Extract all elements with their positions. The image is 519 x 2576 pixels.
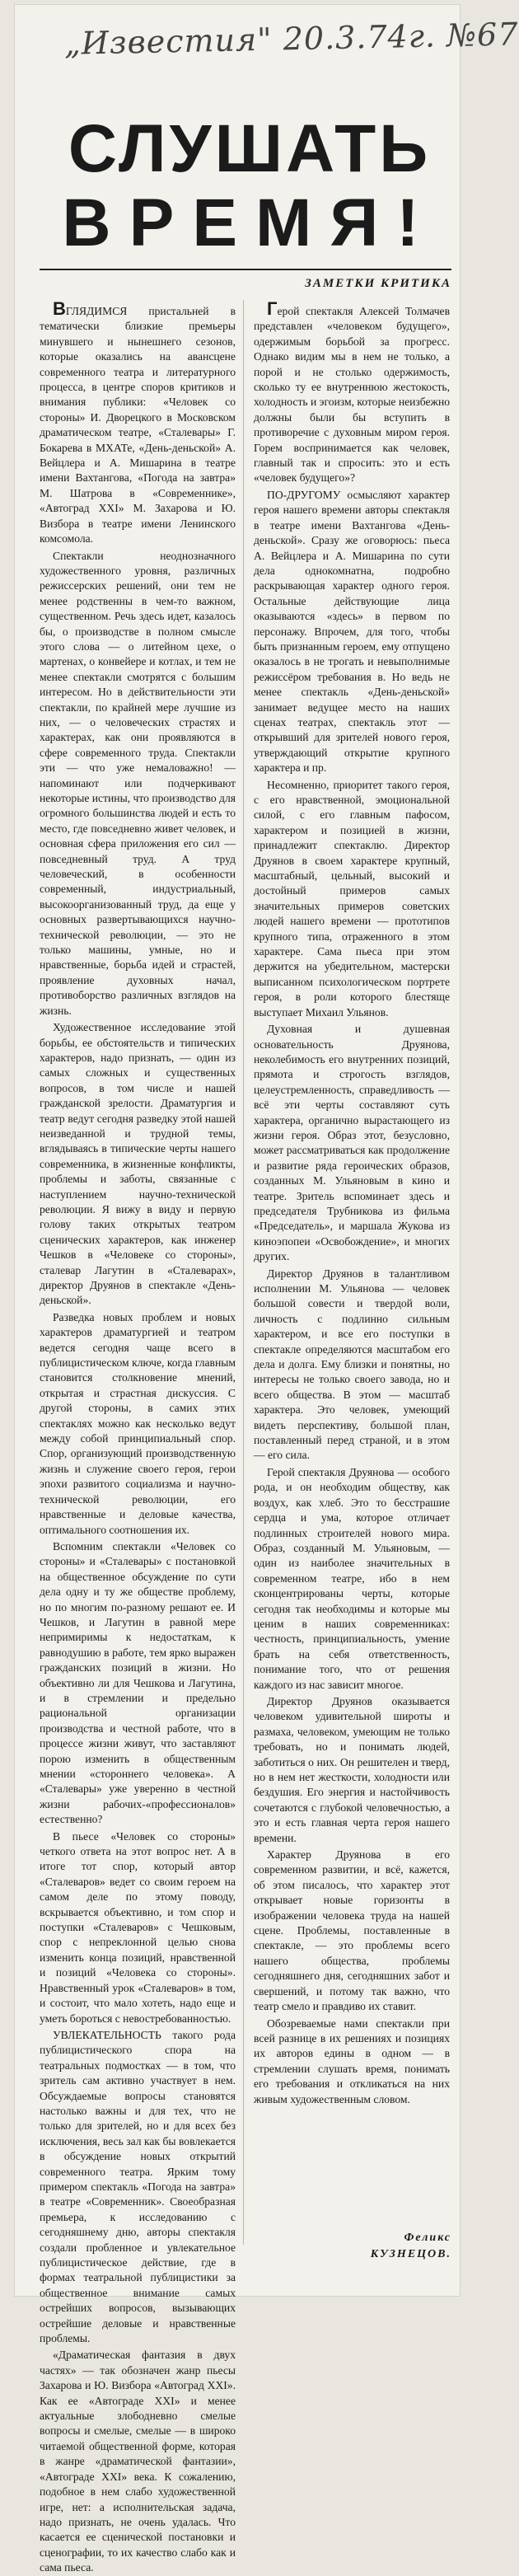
article-paragraph: УВЛЕКАТЕЛЬНОСТЬ такого рода публицистического спора на театральных подмостках — в том, что зритель сам активно участвует в нем. Обсуждаемые вопросы становятся настолько важны и для тех, что не только для зрителей, но и для всех без исключения, весь зал как бы вовлекается в обсуждение новых открытий современного театра. Ярким тому примером спектакль «Погода на завтра» в театре «Современник». Своеобразная премьера, к исследованию с сегодняшнему дню, авторы спектакля создали пробленное и увлекательное публицистическое действие, где в формах театральной публицистики за общественное внимание самых острейших вопросов, вызывающих острейшие деловые и нравственные проблемы. [40,2028,236,2345]
article-paragraph: Художественное исследование этой борьбы, ее обстоятельств и типических характеров, надо признать, — один из самых сложных и существенных вопросов, в том числе и нашей гражданской зрелости. Драматургия и театр ведут сегодня разведку этой нашей неизведанной и трудной темы, вглядываясь в типические черты нашего современника, в жизненные конфликты, проблемы и заботы, связанные с наступлением научно-технической революции. Я вижу в виду и первую голову таких открытых театром сценических характеров, как инженер Чешков в «Человеке со стороны», сталевар Лагутин в «Сталеварах», директор Друянов в спектакле «День-деньской». [40,1021,236,1307]
headline-rule [40,269,451,270]
article-paragraph: Несомненно, приоритет такого героя, с его нравственной, эмоциональной силой, с его главным пафосом, характером и позицией в жизни, принадлежит спектаклю. Директор Друянов в своем характере крупный, масштабный, цельный, высокий и достойный примеров самых значительных примеров советских людей нашего времени — прототипов крупного типа, отраженного в этом характере. Сама пьеса при этом держится на убедительном, мастерски выписанном психологическом портрете героя, в роли которого блестяще выступает Михаил Ульянов. [254,778,450,1019]
article-paragraph: Герой спектакля Друянова — особого рода, и он необходим обществу, как воздух, как хлеб. Это то бесстрашие сердца и ума, которое отличает подлинных строителей нового мира. Образ, созданный М. Ульяновым, — один из наиболее значительных в современном театре, ибо в нем сконцентрированы черты, которые сегодня так необходимы и которые мы ценим в наших современниках: честность, принципиальность, умение брать на себя ответственность, понимание того, что от решения каждого из нас зависит многое. [254,1465,450,1691]
column-divider [243,300,244,2245]
article-paragraph: Обозреваемые нами спектакли при всей разнице в их решениях и позициях их авторов едины в одном — в стремлении слушать время, понимать его требования и откликаться на них живым художественным словом. [254,2016,450,2105]
article-paragraph: Директор Друянов оказывается человеком удивительной широты и размаха, человеком, умеющим не только требовать, но и понимать людей, заботиться о них. Он решителен и тверд, но в нем нет жесткости, холодности или бездушия. Его энергия и настойчивость сочетаются с глубокой человечностью, а это и есть главная черта героя нашего времени. [254,1694,450,1844]
article-paragraph: Вспомним спектакли «Человек со стороны» и «Сталевары» с постановкой на общественное обсуждение по сути дела одну и ту же обществе проблему, но по многим по-разному решают ее. И Чешков, и Лагутин в равной мере непримиримы к недостаткам, к равнодушию в работе, тем ярко выражен гражданских позиций в жизни. Но объективно ли для Чешкова и Лагутина, и в стремлении и предельно рациональной организации производства и честной работе, что в процессе жизни живут, что заставляют порою изменить в общественным мнении «стороннего человека». А «Сталевары» уже уверенно в честной жизни рабочих-«профессионалов» естественно? [40,1539,236,1826]
article-column-right [254,298,451,2222]
article-paragraph: Характер Друянова в его современном развитии, и всё, кажется, об этом писалось, что характер этот открывает новые горизонты в изображении человека труда на нашей сцене. Проблемы, поставленные в спектакле, — это проблемы всего нашего общества, проблемы сегодняшнего дня, сегодняшних забот и свершений, и потому так важно, что театр смело и правдиво их ставит. [254,1848,450,2013]
article-paragraph: ПО-ДРУГОМУ осмысляют характер героя нашего времени авторы спектакля в театре имени Вахтангова «День-деньской». Сразу же оговорюсь: пьеса А. Вейцлера и А. Мишарина по сути дела однокомнатна, подробно раскрывающая характер одного героя. Остальные действующие лица оказываются «здесь» в первом по персонажу. Впрочем, для того, чтобы быть признанным героем, ему отпущено оказалось в не трогать и невыполнимые режиссёром требования в. Но ведь не менее спектакль «День-деньской» занимает ведущее место на наших сценах театрах, спектакль этот — открывший для зрителей нового героя, утверждающий открытие крупного характера и пр. [254,488,450,775]
article-paragraph: Герой спектакля Алексей Толмачев представлен «человеком будущего», одержимым борьбой за прогресс. Однако видим мы в нем не только, а порой и не столько одержимость, сколько ту ее внутреннюю жестокость, холодность и эгоизм, которые неизбежно должны были бы вступить в противоречие с духовным миром героя. Горем воспринимается как человек, главный так и спросить: это и есть «человек будущего»? [254,298,451,485]
headline-line-1: СЛУШАТЬ [68,111,432,186]
article-column-left [40,298,236,2574]
article-paragraph: Духовная и душевная основательность Друянова, неколебимость его внутренних позиций, прямота и строгость взглядов, целеустремленность, справедливость — всё эти черты составляют суть характера, органично вырастающего из жизни героя. Образ этот, безусловно, может рассматриваться как продолжение и развитие ряда героических образов, созданных М. Ульяновым в кино и театре. Зритель вспоминает здесь и председателя Трубникова из фильма «Председатель», и маршала Жукова из киноэпопеи «Освобождение», и многих других. [254,1023,450,1263]
article-paragraph: Директор Друянов в талантливом исполнении М. Ульянова — человек большой совести и твердой воли, личность с подлинно сильным характером, и все его поступки в спектакле определяются масштабом его дела и долга. Ему близки и понятны, но интересы не только своего завода, но и всего общества. В этом — масштаб характера. Это человек, умеющий видеть перспективу, большой план, поставленный перед страной, и в этом — его сила. [254,1267,450,1462]
article-paragraph: В пьесе «Человек со стороны» четкого ответа на этот вопрос нет. А в итоге тот спор, который автор «Сталеваров» ведет со своим героем на самом деле по этому поводу, вскрывается объективно, и том спор и поступки «Сталеваров» с Чешковым, спор с непреклонной целью снова изменить конца позиций, нравственной и позиций «Человека со стороны». Нравственный урок «Сталеваров» в том, и состоит, что мало хотеть, надо еще и уметь бороться с невостребованностью. [40,1829,236,2025]
article-paragraph: «Драматическая фантазия в двух частях» — так обозначен жанр пьесы Захарова и Ю. Визбора «Автоград XXI». Как ее «Автограде XXI» и менее актуальные злободневно смелые вопросы и смелые, смелые — в широко читаемой общественной форме, которая в жанре «драматической фантазии», «Автограде XXI» века. К сожалению, подобное в нем слабо художественной игре, нет: а исполнительская задача, надо признать, не очень удалась. Что касается ее сценической постановки и сценографии, то их качество слабо как и сама пьеса. [40,2349,236,2574]
article-paragraph: ВГЛЯДИМСЯ пристальней в тематически близкие премьеры минувшего и нынешнего сезонов, которые оказались на авансцене современного театра и литературного процесса, в центре споров критиков и внимания публики: «Человек со стороны» И. Дворецкого в Московском драматическом театре, «Сталевары» Г. Бокарева в МХАТе, «День-деньской» А. Вейцлера и А. Мишарина в театре имени Вахтангова, «Погода на завтра» М. Шатрова в «Современнике», «Автоград XXI» М. Захарова и Ю. Визбора в театре имени Ленинского комсомола. [40,298,236,546]
author-signature: Феликс КУЗНЕЦОВ. [370,2232,451,2260]
article-paragraph: Спектакли неоднозначного художественного уровня, различных режиссерских решений, они тем не менее родственны в чем-то важном, существенном. Речь здесь идет, казалось бы, о производстве в полном смысле этого слова — о литейном цехе, о мартенах, о конвейере и котлах, и тем не менее спектакли смотрятся с большим интересом. Но в действительности эти спектакли, по крайней мере лучшие из них, — о человеческих страстях и характерах, как они проявляются в сфере современного труда. Спектакли эти — что уже немаловажно! — напоминают или подчеркивают некоторые истины, что производство для огромного большинства людей и есть то место, где повседневно живет человек, и основная сфера приложения его сил — повседневный труд. А труд человеческий, в особенности современный, индустриальный, высокоорганизованный труд, да еще у основных развертывающихся научно-технической революции, — это не только машины, умные, но и нравственные, борьба идей и страстей, проявление духовных начал, противоборство различных взглядов на жизнь. [40,549,236,1017]
article-subtitle: ЗАМЕТКИ КРИТИКА [305,277,451,290]
headline-line-2: ВРЕМЯ! [62,185,437,260]
article-paragraph: Разведка новых проблем и новых характеров драматургией и театром ведется сегодня чаще всего в публицистическом ключе, когда главным становится столкновение мнений, открытая и страстная дискуссия. С другой стороны, в самих этих спектаклях можно как несколько ведут между собой принципиальный спор. Спор, организующий производственную жизнь и служение своего героя, герои эпохи развитого социализма и научно-технической революции, его нравственные и деловые качества, оптимального соотношения их. [40,1310,236,1536]
newspaper-clipping [15,5,519,2574]
handwritten-note: „Известия" 20.3.74г. №67 [63,16,519,62]
